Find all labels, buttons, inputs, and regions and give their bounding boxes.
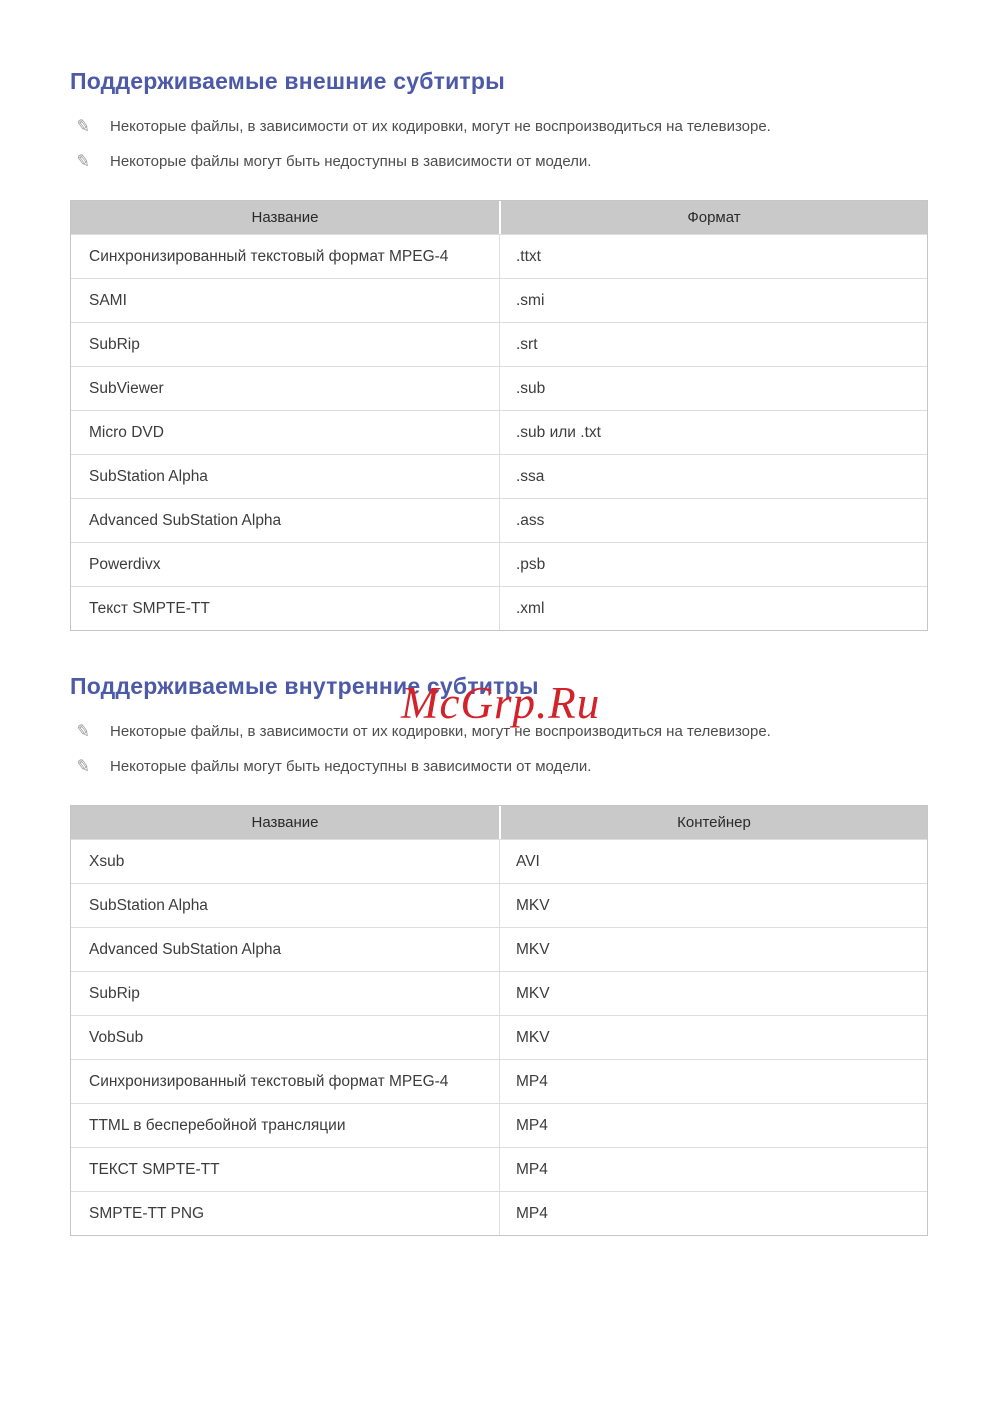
internal-subtitles-table (70, 805, 928, 1236)
note-text: Некоторые файлы могут быть недоступны в зависимости от модели. (110, 758, 592, 775)
note-text: Некоторые файлы могут быть недоступны в зависимости от модели. (110, 153, 592, 170)
note-text: Некоторые файлы, в зависимости от их кодировки, могут не воспроизводиться на телевизоре. (110, 118, 771, 135)
pencil-icon: ✎ (74, 755, 92, 777)
name-cell: Синхронизированный текстовый формат MPEG-4 (71, 234, 499, 278)
value-cell: MP4 (499, 1103, 927, 1147)
value-cell: .psb (499, 542, 927, 586)
value-cell: MKV (499, 1015, 927, 1059)
value-cell: .ssa (499, 454, 927, 498)
name-cell: Advanced SubStation Alpha (71, 927, 499, 971)
column-header-container: Контейнер (499, 806, 927, 839)
table-row (71, 542, 927, 586)
value-cell: AVI (499, 839, 927, 883)
value-cell: MP4 (499, 1147, 927, 1191)
name-cell: SMPTE-TT PNG (71, 1191, 499, 1235)
name-cell: SAMI (71, 278, 499, 322)
name-cell: Advanced SubStation Alpha (71, 498, 499, 542)
section-title-internal-subtitles: Поддерживаемые внутренние субтитры (70, 673, 539, 699)
external-subtitles-table (70, 200, 928, 631)
value-cell: .ass (499, 498, 927, 542)
name-cell: SubViewer (71, 366, 499, 410)
table-row (71, 1147, 927, 1191)
name-cell: SubStation Alpha (71, 454, 499, 498)
pencil-icon: ✎ (74, 720, 92, 742)
note-text: Некоторые файлы, в зависимости от их кодировки, могут не воспроизводиться на телевизоре. (110, 723, 771, 740)
name-cell: ТЕКСТ SMPTE-TT (71, 1147, 499, 1191)
value-cell: .xml (499, 586, 927, 630)
name-cell: Xsub (71, 839, 499, 883)
pencil-icon: ✎ (74, 150, 92, 172)
table-row (71, 1015, 927, 1059)
name-cell: SubRip (71, 322, 499, 366)
name-cell: Micro DVD (71, 410, 499, 454)
note-item (76, 152, 928, 172)
table-row (71, 883, 927, 927)
table-row (71, 454, 927, 498)
note-item (76, 757, 928, 777)
value-cell: MKV (499, 927, 927, 971)
table-row (71, 410, 927, 454)
table-row (71, 498, 927, 542)
value-cell: .srt (499, 322, 927, 366)
name-cell: VobSub (71, 1015, 499, 1059)
table-row (71, 839, 927, 883)
value-cell: MKV (499, 971, 927, 1015)
pencil-icon: ✎ (74, 115, 92, 137)
name-cell: Powerdivx (71, 542, 499, 586)
name-cell: SubRip (71, 971, 499, 1015)
note-item (76, 722, 928, 742)
table-row (71, 971, 927, 1015)
name-cell: TTML в бесперебойной трансляции (71, 1103, 499, 1147)
name-cell: Синхронизированный текстовый формат MPEG-4 (71, 1059, 499, 1103)
table-row (71, 1059, 927, 1103)
column-header-format: Формат (499, 201, 927, 234)
name-cell: SubStation Alpha (71, 883, 499, 927)
value-cell: MP4 (499, 1059, 927, 1103)
value-cell: MKV (499, 883, 927, 927)
value-cell: .ttxt (499, 234, 927, 278)
table-row (71, 1191, 927, 1235)
table-header-row (71, 806, 927, 839)
table-row (71, 927, 927, 971)
column-header-name: Название (71, 806, 499, 839)
value-cell: MP4 (499, 1191, 927, 1235)
table-row (71, 366, 927, 410)
table-row (71, 1103, 927, 1147)
table-row (71, 586, 927, 630)
name-cell: Текст SMPTE-TT (71, 586, 499, 630)
value-cell: .smi (499, 278, 927, 322)
table-header-row (71, 201, 927, 234)
watermark: McGrp.Ru (401, 678, 601, 728)
value-cell: .sub или .txt (499, 410, 927, 454)
table-row (71, 322, 927, 366)
table-row (71, 234, 927, 278)
column-header-name: Название (71, 201, 499, 234)
table-row (71, 278, 927, 322)
note-item (76, 117, 928, 137)
section-title-external-subtitles: Поддерживаемые внешние субтитры (70, 68, 505, 94)
value-cell: .sub (499, 366, 927, 410)
